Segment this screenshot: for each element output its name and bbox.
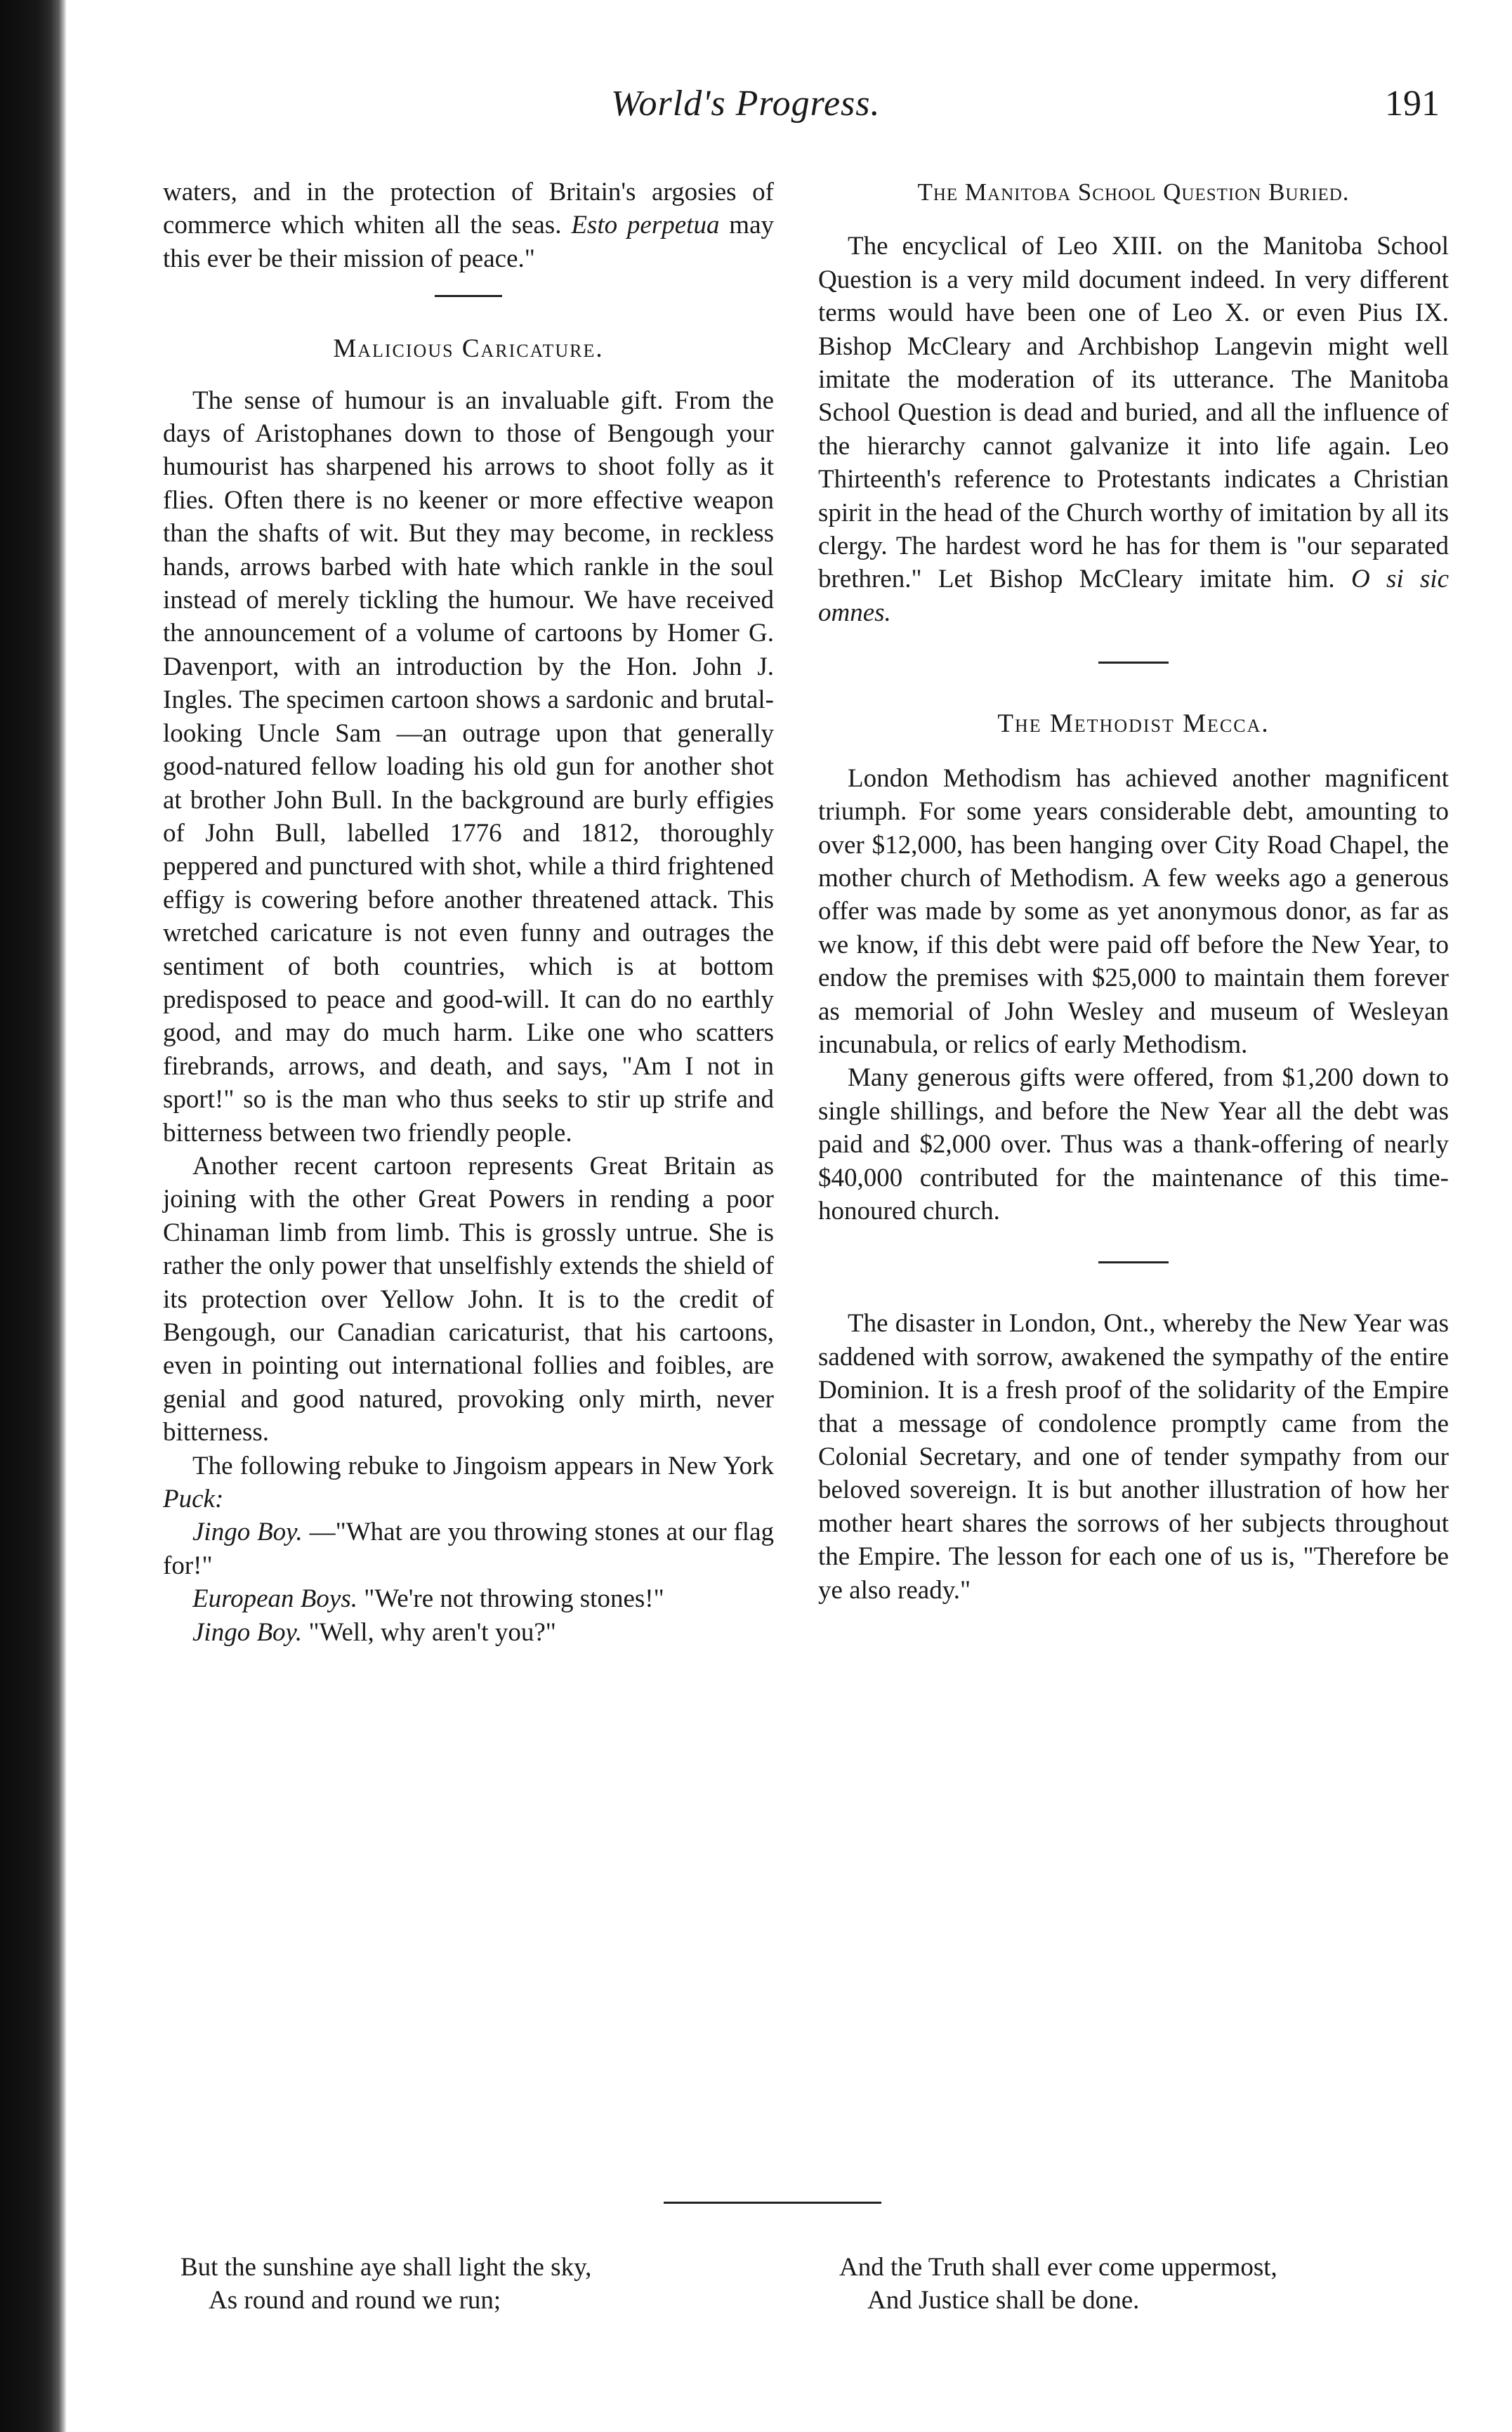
section-divider bbox=[1098, 1261, 1169, 1263]
latin-phrase: Esto perpetua bbox=[571, 211, 720, 240]
continuation-end-text: may this ever be their mission of peace." bbox=[163, 211, 775, 273]
verse-line: But the sunshine aye shall light the sky, bbox=[180, 2253, 592, 2282]
manitoba-text: The encyclical of Leo XIII. on the Manitoba School Question is a very mild document indeed. In very different terms would have been one of Leo X. or even Pius IX. Bishop McCleary and Archbishop Langevin might well imitate the moderation of its utterance. The Manitoba School Question is dead and buried, and all the influence of the hierarchy cannot galvanize it into life again. Leo Thirteenth's reference to Protestants indicates a Christian spirit in the head of the Church worthy of imitation by all its clergy. The hardest word he has for them is "our separated brethren." Let Bishop McCleary imitate him. bbox=[818, 232, 1449, 594]
verse-line: And Justice shall be done. bbox=[867, 2286, 1140, 2315]
verse-line: As round and round we run; bbox=[209, 2286, 501, 2315]
verse-line: And the Truth shall ever come uppermost, bbox=[839, 2253, 1277, 2282]
section-heading-malicious-caricature: Malicious Caricature. bbox=[333, 334, 604, 364]
london-disaster-paragraph: The disaster in London, Ont., whereby the New Year was saddened with sorrow, awakened the sympathy of the entire Dominion. It is a fresh proof of the solidarity of the Empire that a message of condolence promptly came from the Colonial Secretary, and one of tender sympathy from our beloved sovereign. It is but another illustration of how her mother heart shares the sorrows of her subjects throughout the Empire. The lesson for each one of us is, "Therefore be ye also ready." bbox=[818, 1309, 1449, 1605]
dialogue-speaker: Jingo Boy. bbox=[192, 1518, 303, 1547]
dialogue-line-1 bbox=[163, 1516, 774, 1582]
section-divider bbox=[1098, 662, 1169, 664]
verse-right bbox=[839, 2251, 1277, 2317]
right-column bbox=[818, 176, 1449, 1607]
dialogue-text: "We're not throwing stones!" bbox=[357, 1584, 664, 1614]
dialogue-text: —"What are you throwing stones at our flag for!" bbox=[163, 1518, 775, 1580]
puck-intro: The following rebuke to Jingoism appears in New York bbox=[192, 1451, 774, 1480]
dialogue-line-2 bbox=[163, 1582, 774, 1615]
latin-phrase: O si sic omnes. bbox=[818, 565, 1449, 627]
running-head bbox=[176, 83, 1440, 139]
running-title: World's Progress. bbox=[611, 84, 881, 124]
section-heading-methodist-mecca: The Methodist Mecca. bbox=[997, 709, 1270, 739]
left-column bbox=[163, 176, 774, 1649]
page-number: 191 bbox=[1385, 84, 1440, 124]
dialogue-line-3 bbox=[163, 1616, 774, 1649]
caricature-paragraph-2: Another recent cartoon represents Great Britain as joining with the other Great Powers in rending a poor Chinaman limb from limb. This is grossly untrue. She is rather the only power that unselfishly extends the shield of its protection over Yellow John. It is to the credit of Bengough, our Canadian caricaturist, that his cartoons, even in pointing out international follies and foibles, are genial and good natured, provoking only mirth, never bitterness. bbox=[163, 1151, 774, 1447]
scan-binding-edge bbox=[0, 0, 67, 2432]
mecca-paragraph-2: Many generous gifts were offered, from $1,200 down to single shillings, and before the New Year all the debt was paid and $2,000 over. Thus was a thank-offering of nearly $40,000 contributed for the maintenance of this time-honoured church. bbox=[818, 1063, 1449, 1225]
dialogue-speaker: European Boys. bbox=[192, 1584, 357, 1614]
caricature-paragraph-1: The sense of humour is an invaluable gift. From the days of Aristophanes down to those of Bengough your humourist has sharpened his arrows to shoot folly as it flies. Often there is no keener or more effective weapon than the shafts of wit. But they may become, in reckless hands, arrows barbed with hate which rankle in the soul instead of merely tickling the humour. We have received the announcement of a volume of cartoons by Homer G. Davenport, with an introduction by the Hon. John J. Ingles. The specimen cartoon shows a sardonic and brutal-looking Uncle Sam —an outrage upon that generally good-natured fellow loading his old gun for another shot at brother John Bull. In the background are burly effigies of John Bull, labelled 1776 and 1812, thoroughly peppered and punctured with shot, while a third frightened effigy is cowering before another threatened attack. This wretched caricature is not even funny and outrages the sentiment of both countries, which is at bottom predisposed to peace and good-will. It can do no earthly good, and may do much harm. Like one who scatters firebrands, arrows, and death, and says, "Am I not in sport!" so is the man who thus seeks to stir up strife and bitterness between two friendly people. bbox=[163, 386, 774, 1148]
dialogue-speaker: Jingo Boy. bbox=[192, 1617, 303, 1647]
section-divider bbox=[435, 295, 502, 297]
puck-source: Puck: bbox=[163, 1485, 224, 1514]
manitoba-paragraph bbox=[818, 230, 1449, 629]
continuation-text: waters, and in the protection of Britain's argosies of commerce which whiten all the seas. bbox=[163, 178, 774, 240]
verse-divider bbox=[664, 2202, 881, 2204]
caricature-paragraph-3 bbox=[163, 1450, 774, 1516]
continuation-paragraph bbox=[163, 176, 774, 275]
mecca-paragraph-1: London Methodism has achieved another magnificent triumph. For some years considerable debt, amounting to over $12,000, has been hanging over City Road Chapel, the mother church of Methodism. A few weeks ago a generous offer was made by some as yet anonymous donor, as far as we know, if this debt were paid off before the New Year, to endow the premises with $25,000 to maintain them forever as memorial of John Wesley and museum of Wesleyan incunabula, or relics of early Methodism. bbox=[818, 763, 1449, 1059]
verse-left bbox=[180, 2251, 591, 2317]
section-heading-manitoba: The Manitoba School Question Buried. bbox=[917, 178, 1350, 206]
dialogue-text: "Well, why aren't you?" bbox=[302, 1617, 556, 1647]
